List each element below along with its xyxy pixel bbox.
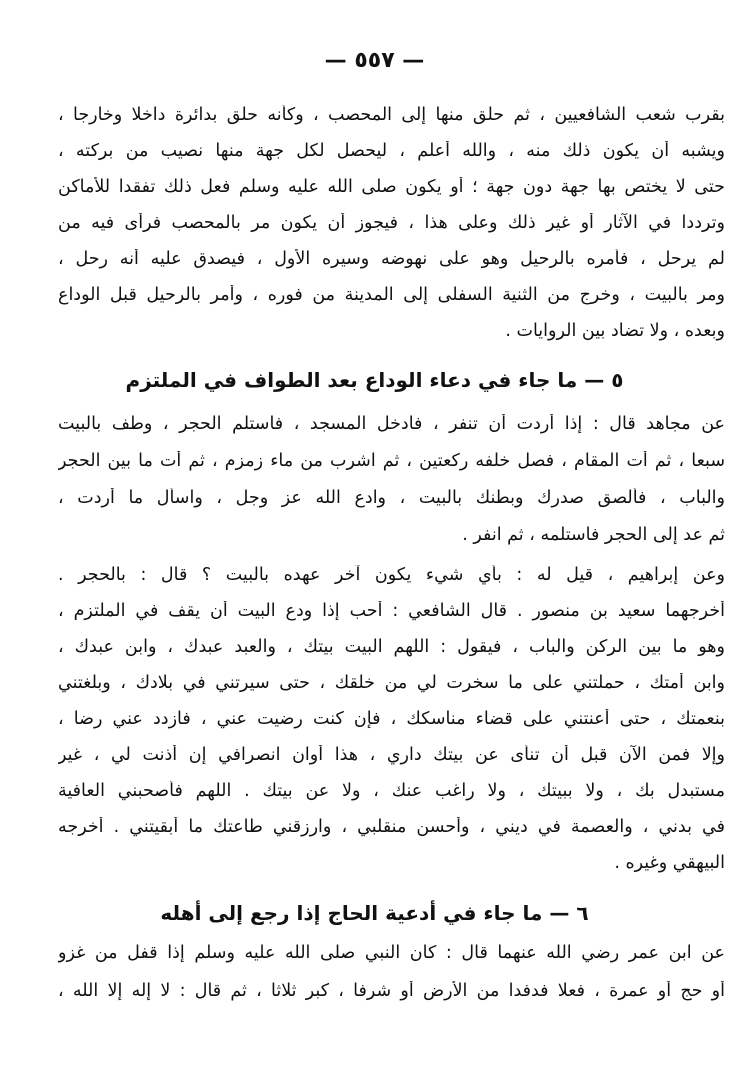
text-line: والباب ، فألصق صدرك وبطنك بالبيت ، وادع الله عز وجل ، واسأل ما أردت ، [58,488,725,508]
text-line: وعن إبراهيم ، قيل له : بأي شيء يكون آخر عهده بالبيت ؟ قال : بالحجر . [58,565,725,585]
text-line: لم يرحل ، فأمره بالرحيل وهو على نهوضه وسيره الأول ، فيصدق عليه أنه رحل ، [58,249,725,269]
text-line: ثم عد إلى الحجر فاستلمه ، ثم انفر . [462,525,725,545]
paragraph-4 [58,943,725,1001]
text-line: سبعا ، ثم أت المقام ، فصل خلفه ركعتين ، ثم اشرب من ماء زمزم ، ثم أت ما بين الحجر [58,451,725,471]
text-line: بنعمتك ، حتى أعنتني على قضاء مناسكك ، فإن كنت رضيت عني ، فازدد عني رضا ، [58,709,725,729]
text-line: وإلا فمن الآن قبل أن تنأى عن بيتك داري ، هذا أوان انصرافي إن أذنت لي ، غير [58,745,725,765]
page-number: — ٥٥٧ — [324,48,425,73]
text-line: وهو ما بين الركن والباب ، فيقول : اللهم البيت بيتك ، والعبد عبدك ، وابن عبدك ، [58,637,725,657]
section-heading-6: ٦ — ما جاء في أدعية الحاج إذا رجع إلى أهله [160,901,589,925]
text-line: حتى لا يختص بها جهة دون جهة ؛ أو يكون صلى الله عليه وسلم فعل ذلك تفقدا للأماكن [58,177,725,197]
text-line: ويشبه أن يكون ذلك منه ، والله أعلم ، ليحصل لكل جهة منها نصيب من بركته ، [58,141,725,161]
text-line: ومر بالبيت ، وخرج من الثنية السفلى إلى المدينة من فوره ، وأمر بالرحيل قبل الوداع [58,285,725,305]
text-line: أخرجهما سعيد بن منصور . قال الشافعي : أحب إذا ودع البيت أن يقف في الملتزم ، [58,601,725,621]
text-line: البيهقي وغيره . [614,853,725,873]
paragraph-1 [58,105,725,341]
text-line: وبعده ، ولا تضاد بين الروايات . [505,321,725,341]
paragraph-3 [58,565,725,873]
text-line: في بدني ، والعصمة في ديني ، وأحسن منقلبي ، وارزقني طاعتك ما أبقيتني . أخرجه [58,817,725,837]
text-line: بقرب شعب الشافعيين ، ثم حلق منها إلى المحصب ، وكأنه حلق بدائرة داخلا وخارجا ، [58,105,725,125]
text-line: أو حج أو عمرة ، فعلا فدفدا من الأرض أو شرفا ، كبر ثلاثا ، ثم قال : لا إله إلا الله ، [58,981,725,1001]
text-line: وابن أمتك ، حملتني على ما سخرت لي من خلقك ، حتى سيرتني في بلادك ، وبلغتني [58,673,725,693]
text-line: مستبدل بك ، ولا ببيتك ، ولا راغب عنك ، ولا عن بيتك . اللهم فأصحبني العافية [58,781,725,801]
text-line: عن ابن عمر رضي الله عنهما قال : كان النبي صلى الله عليه وسلم إذا قفل من غزو [58,943,725,963]
paragraph-2 [58,414,725,545]
text-line: عن مجاهد قال : إذا أردت أن تنفر ، فادخل المسجد ، فاستلم الحجر ، وطف بالبيت [58,414,725,434]
section-heading-5: ٥ — ما جاء في دعاء الوداع بعد الطواف في الملتزم [125,368,624,392]
text-line: وترددا في الآثار أو غير ذلك وعلى هذا ، فيجوز أن يكون مر بالمحصب فرأى فيه من [58,213,725,233]
